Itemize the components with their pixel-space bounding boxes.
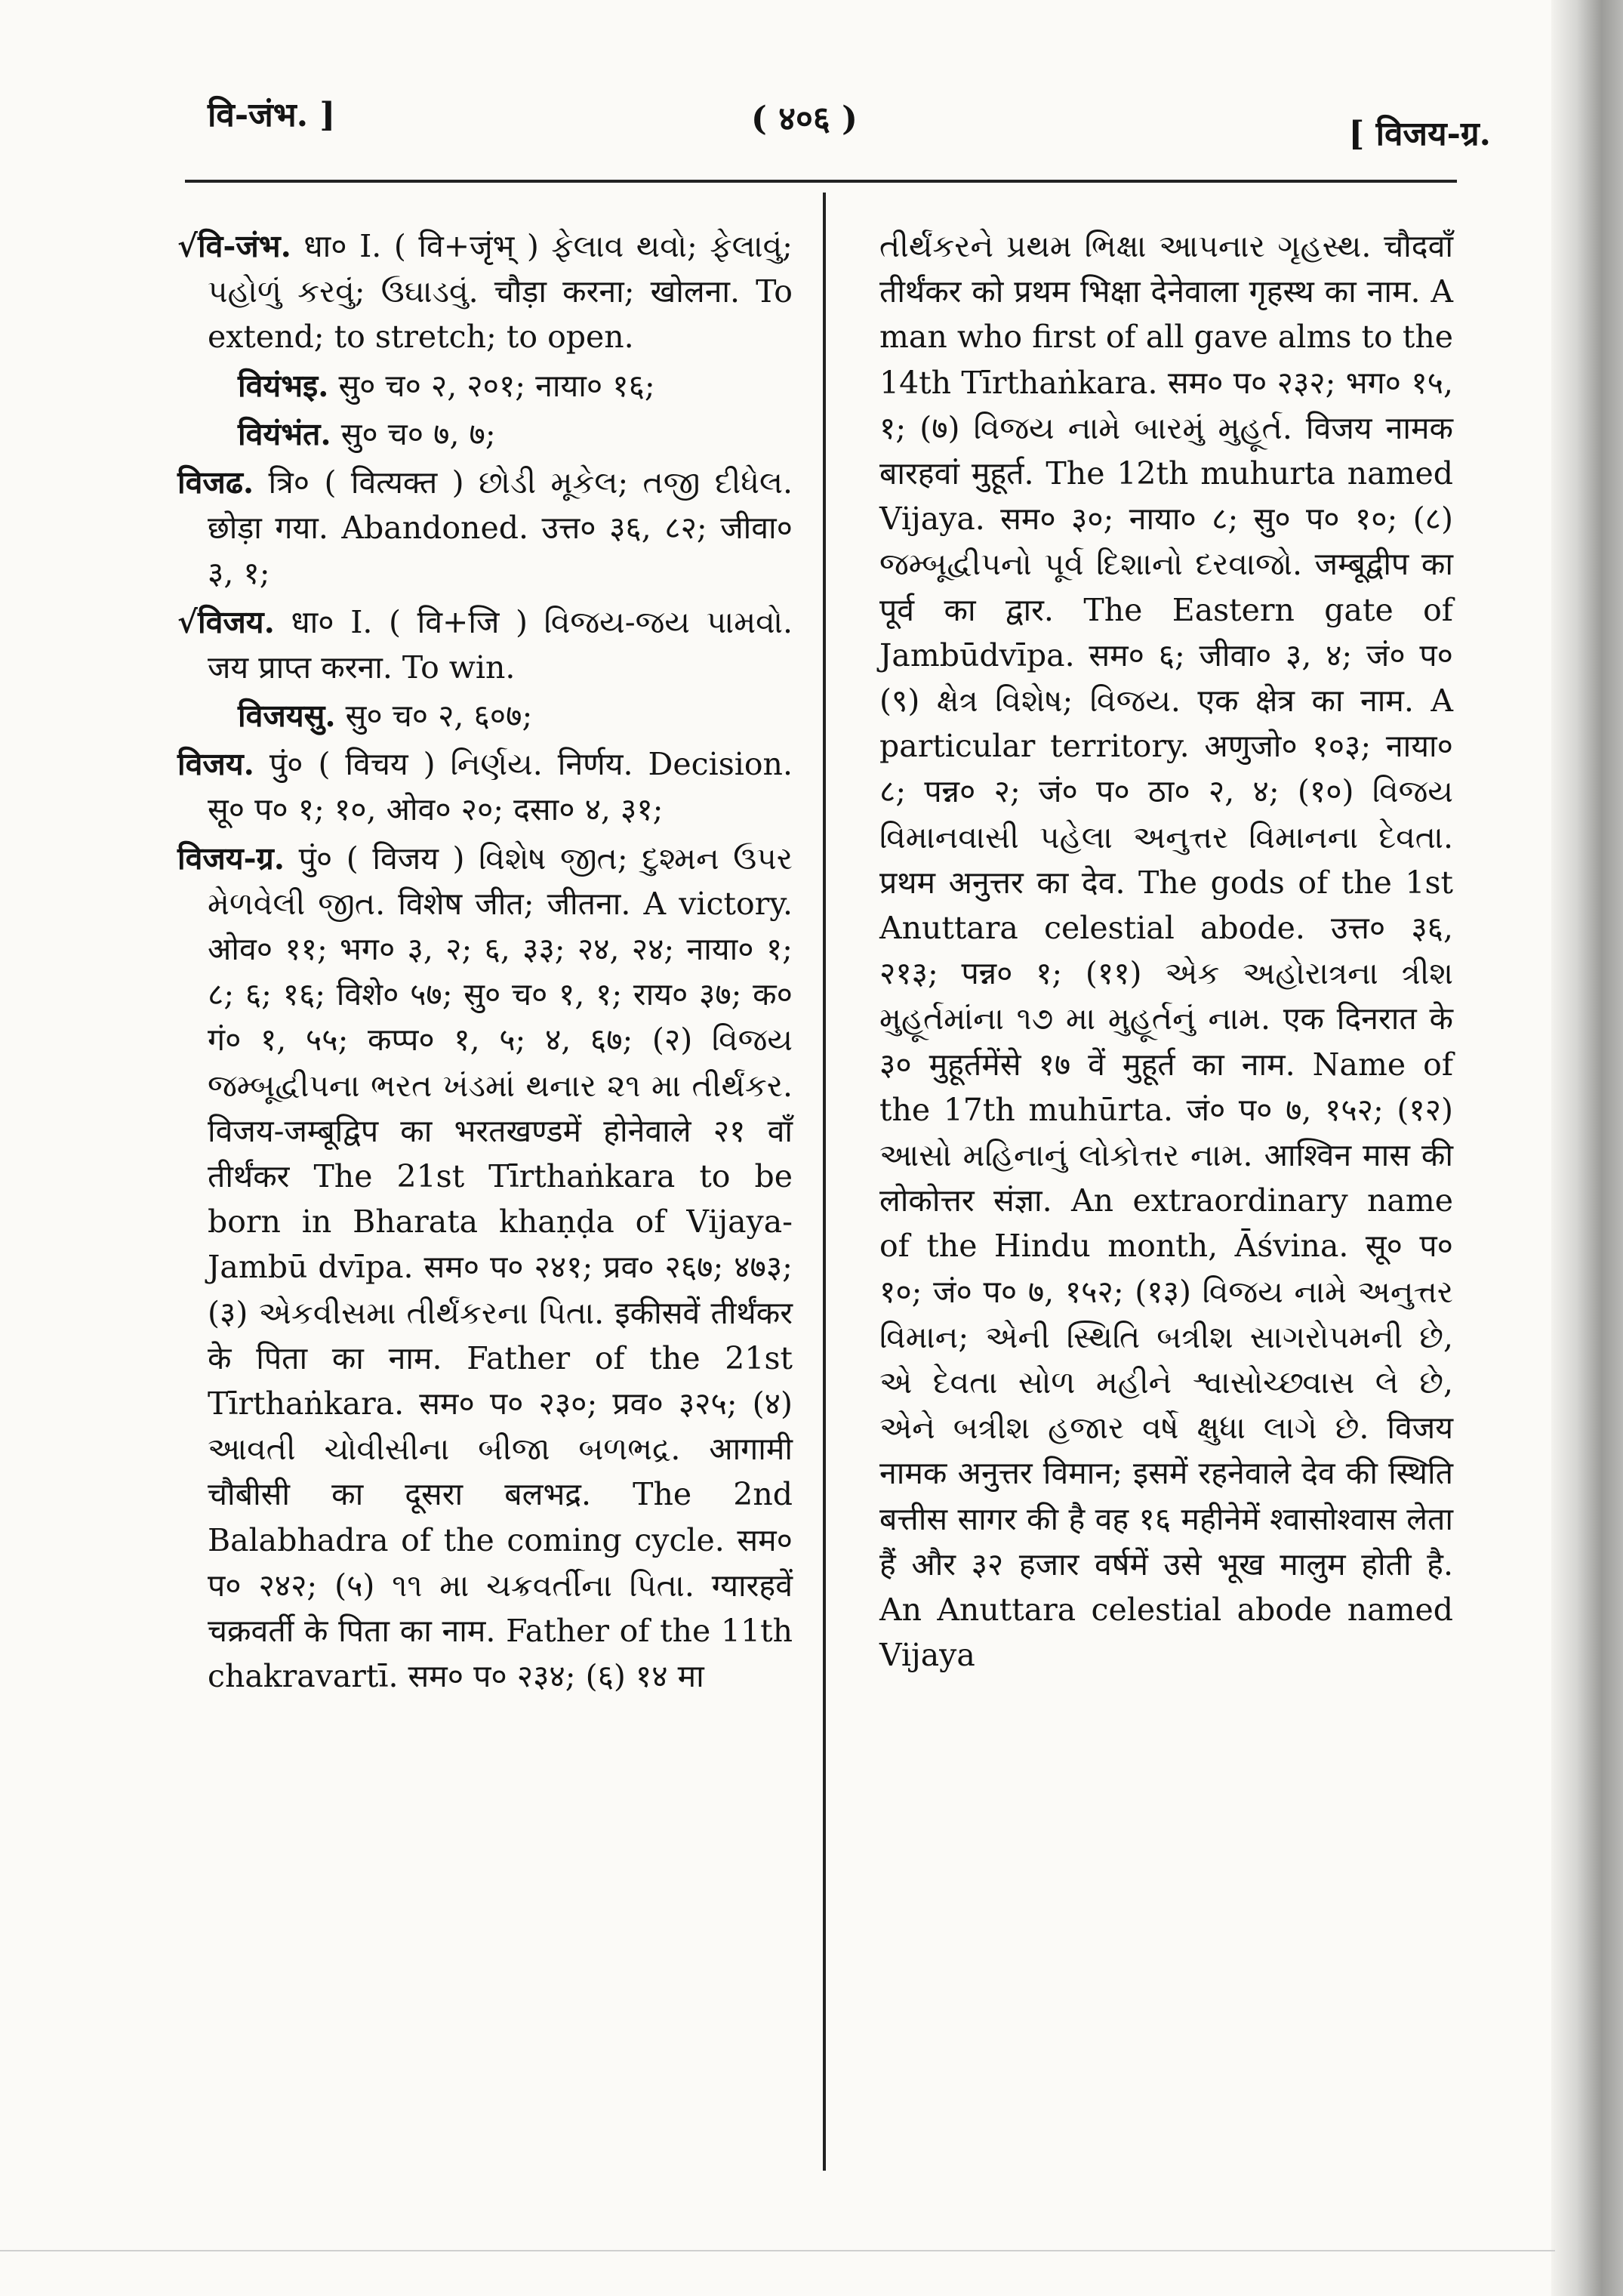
definition-text: सु० च० ७, ७; bbox=[331, 415, 496, 452]
checkmark-icon: √ bbox=[177, 228, 198, 264]
dictionary-entry bbox=[177, 223, 793, 360]
dictionary-entry bbox=[177, 599, 793, 690]
definition-text: धा० I. ( वि+जृंभ् ) ફેલાવ થવો; ફેલાવું; પહોળું કરવું; ઉઘાડવું. चौड़ा करना; खोलना. To extend; to stretch; to open. bbox=[208, 228, 793, 356]
headword: वि-जंभ. bbox=[197, 228, 291, 264]
dictionary-subentry bbox=[177, 363, 793, 408]
header-rule bbox=[185, 180, 1457, 183]
headword: विजढ. bbox=[177, 464, 254, 501]
dictionary-entry bbox=[177, 741, 793, 832]
dictionary-entry bbox=[177, 460, 793, 596]
definition-text: તીર્થંકરને પ્રથમ ભિક્ષા આપનાર ગૃહસ્થ. चौदवाँ तीर्थंकर को प्रथम भिक्षा देनेवाला गृहस्थ का नाम. A man who first of all gave alms to the 14th Tīrthaṅkara. सम० प० २३२; भग० १५, १; (७) વિજય નામે બારમું મુહૂર્ત. विजय नामक बारहवां मुहूर्त. The 12th muhurta named Vijaya. सम० ३०; नाया० ८; सु० प० १०; (८) જમ્બૂદ્વીપનો પૂર્વ દિશાનો દરવાજો. जम्बूद्वीप का पूर्व का द्वार. The Eastern gate of Jambūdvīpa. सम० ६; जीवा० ३, ४; जं० प० (९) ક્ષેત્ર વિશેષ; વિજય. एक क्षेत्र का नाम. A particular territory. अणुजो० १०३; नाया० ८; पन्न० २; जं० प० ठा० २, ४; (१०) વિજય વિમાનવાસી પહેલા અનુત્તર વિમાનના દેવતા. प्रथम अनुत्तर का देव. The gods of the 1st Anuttara celestial abode. उत्त० ३६, २१३; पन्न० १; (११) એક અહોરાત્રના ત્રીશ મુહૂર્તમાંના ૧૭ મા મુહૂર્તનું નામ. एक दिनरात के ३० मुहूर्तमेंसे १७ वें मुहूर्त का नाम. Name of the 17th muhūrta. जं० प० ७, १५२; (१२) આસો મહિનાનું લોકોત્તર નામ. आश्विन मास की लोकोत्तर संज्ञा. An extraordinary name of the Hindu month, Āśvina. सू० प० १०; जं० प० ७, १५२; (१३) વિજય નામે અનુત્તર વિમાન; એની સ્થિતિ બત્રીશ સાગરોપમની છે, એ દેવતા સોળ મહીને શ્વાસોચ્છ્વાસ લે છે, એને બત્રીશ હજાર વર્ષે ક્ષુધા લાગે છે. विजय नामक अनुत्तर विमान; इसमें रहनेवाले देव की स्थिति बत्तीस सागर की है वह १६ महीनेमें श्वासोश्वास लेता हैं और ३२ हजार वर्षमें उसे भूख मालुम होती है. An Anuttara celestial abode named Vijaya bbox=[879, 228, 1453, 1674]
header-right-guideword: [ विजय-ग्र. bbox=[1348, 115, 1491, 153]
column-divider bbox=[823, 193, 826, 2171]
headword: विजय. bbox=[197, 603, 275, 640]
left-column bbox=[177, 223, 793, 1703]
headword: वियंभइ. bbox=[238, 367, 329, 404]
definition-text: पुं० ( विचय ) નિર્ણય. निर्णय. Decision. सू० प० १; १०, ओव० २०; दसा० ४, ३१; bbox=[208, 746, 793, 828]
right-column bbox=[879, 223, 1453, 1678]
dictionary-subentry bbox=[177, 411, 793, 457]
headword: विजय-ग्र. bbox=[177, 840, 285, 877]
definition-text: पुं० ( विजय ) વિશેષ જીત; દુશ્મન ઉપર મેળવેલી જીત. विशेष जीत; जीतना. A victory. ओव० ११; भग० ३, २; ६, ३३; २४, २४; नाया० १; ८; ६; १६; विशे० ५७; सु० च० १, १; राय० ३७; क० गं० १, ५५; कप्प० १, ५; ४, ६७; (२) વિજય જમ્બૂદ્વીપના ભરત ખંડમાં થનાર ૨૧ મા તીર્થંકર. विजय-जम्बूद्विप का भरतखण्डमें होनेवाले २१ वाँ तीर्थंकर The 21st Tīrthaṅkara to be born in Bharata khaṇḍa of Vijaya-Jambū dvīpa. सम० प० २४१; प्रव० २६७; ४७३; (३) એકવીસમા તીર્થંકરના પિતા. इकीसवें तीर्थंकर के पिता का नाम. Father of the 21st Tīrthaṅkara. सम० प० २३०; प्रव० ३२५; (४) આવતી ચોવીસીના બીજા બળભદ્ર. आगामी चौबीसी का दूसरा बलभद्र. The 2nd Balabhadra of the coming cycle. सम० प० २४२; (५) ૧૧ મા ચક્રવર્તીના પિતા. ग्यारहवें चक्रवर्ती के पिता का नाम. Father of the 11th chakravartī. सम० प० २३४; (६) १४ मा bbox=[208, 840, 793, 1695]
page-header bbox=[181, 79, 1491, 162]
header-left-guideword: वि-जंभ. ] bbox=[208, 96, 336, 134]
dictionary-subentry bbox=[177, 693, 793, 738]
headword: विजय. bbox=[177, 746, 254, 783]
dictionary-entry-continuation bbox=[879, 223, 1453, 1678]
page-number: ( ४०६ ) bbox=[751, 100, 858, 138]
dictionary-entry bbox=[177, 836, 793, 1700]
headword: वियंभंत. bbox=[238, 415, 331, 452]
definition-text: सु० च० २, २०१; नाया० १६; bbox=[328, 367, 655, 404]
headword: विजयसु. bbox=[238, 698, 336, 735]
definition-text: धा० I. ( वि+जि ) વિજય-જય પામવો. जय प्राप्त करना. To win. bbox=[208, 603, 793, 686]
definition-text: सु० च० २, ६०७; bbox=[335, 698, 533, 735]
checkmark-icon: √ bbox=[177, 603, 198, 640]
bottom-scan-line bbox=[0, 2250, 1555, 2251]
definition-text: त्रि० ( वित्यक्त ) છોડી મૂકેલ; તજી દીધેલ. छोड़ा गया. Abandoned. उत्त० ३६, ८२; जीवा० ३, १; bbox=[208, 464, 793, 592]
scan-edge-shadow bbox=[1551, 0, 1623, 2296]
